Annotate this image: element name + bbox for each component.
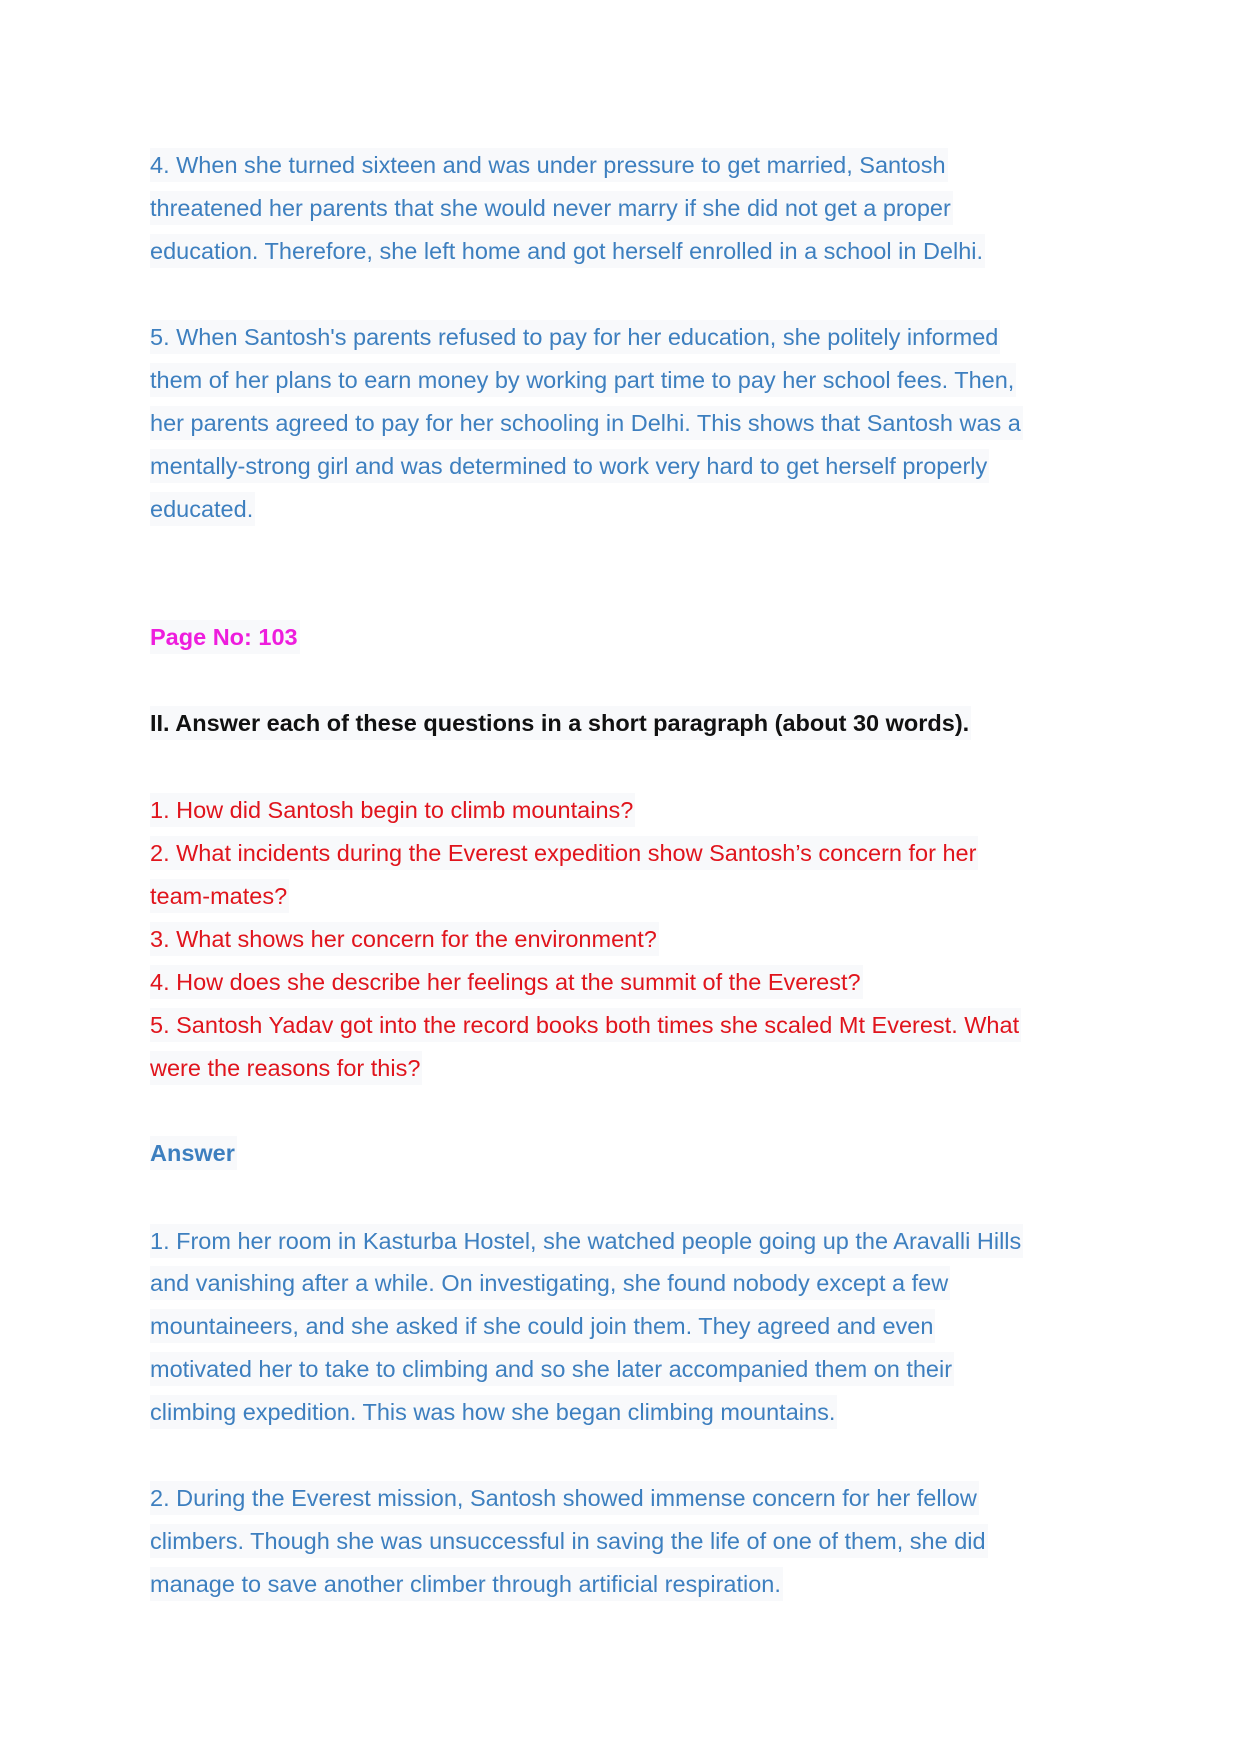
text-line: climbing expedition. This was how she began climbing mountains.: [150, 1395, 837, 1429]
text-line: 1. From her room in Kasturba Hostel, she watched people going up the Aravalli Hills: [150, 1224, 1023, 1258]
text-line: mentally-strong girl and was determined to work very hard to get herself properly: [150, 449, 989, 483]
text-line: and vanishing after a while. On investigating, she found nobody except a few: [150, 1266, 950, 1300]
text-line: manage to save another climber through artificial respiration.: [150, 1567, 783, 1601]
section-heading: II. Answer each of these questions in a short paragraph (about 30 words).: [150, 706, 971, 740]
text-line: 5. When Santosh's parents refused to pay for her education, she politely informed: [150, 320, 1000, 354]
question-4: 4. How does she describe her feelings at the summit of the Everest?: [150, 965, 863, 999]
text-line: 2. During the Everest mission, Santosh showed immense concern for her fellow: [150, 1481, 979, 1515]
question-3: 3. What shows her concern for the environment?: [150, 922, 659, 956]
text-line: climbers. Though she was unsuccessful in saving the life of one of them, she did: [150, 1524, 988, 1558]
text-line: education. Therefore, she left home and got herself enrolled in a school in Delhi.: [150, 234, 985, 268]
question-2-cont: team-mates?: [150, 879, 289, 913]
question-5: 5. Santosh Yadav got into the record books both times she scaled Mt Everest. What: [150, 1008, 1021, 1042]
page-number: Page No: 103: [150, 620, 300, 654]
text-line: them of her plans to earn money by working part time to pay her school fees. Then,: [150, 363, 1016, 397]
text-line: mountaineers, and she asked if she could join them. They agreed and even: [150, 1309, 935, 1343]
text-line: threatened her parents that she would never marry if she did not get a proper: [150, 191, 953, 225]
text-line: motivated her to take to climbing and so she later accompanied them on their: [150, 1352, 954, 1386]
question-5-cont: were the reasons for this?: [150, 1051, 422, 1085]
text-line: 4. When she turned sixteen and was under pressure to get married, Santosh: [150, 148, 948, 182]
question-1: 1. How did Santosh begin to climb mountains?: [150, 793, 635, 827]
text-line: her parents agreed to pay for her schooling in Delhi. This shows that Santosh was a: [150, 406, 1023, 440]
question-2: 2. What incidents during the Everest expedition show Santosh’s concern for her: [150, 836, 978, 870]
text-line: educated.: [150, 492, 255, 526]
answer-heading: Answer: [150, 1136, 237, 1170]
